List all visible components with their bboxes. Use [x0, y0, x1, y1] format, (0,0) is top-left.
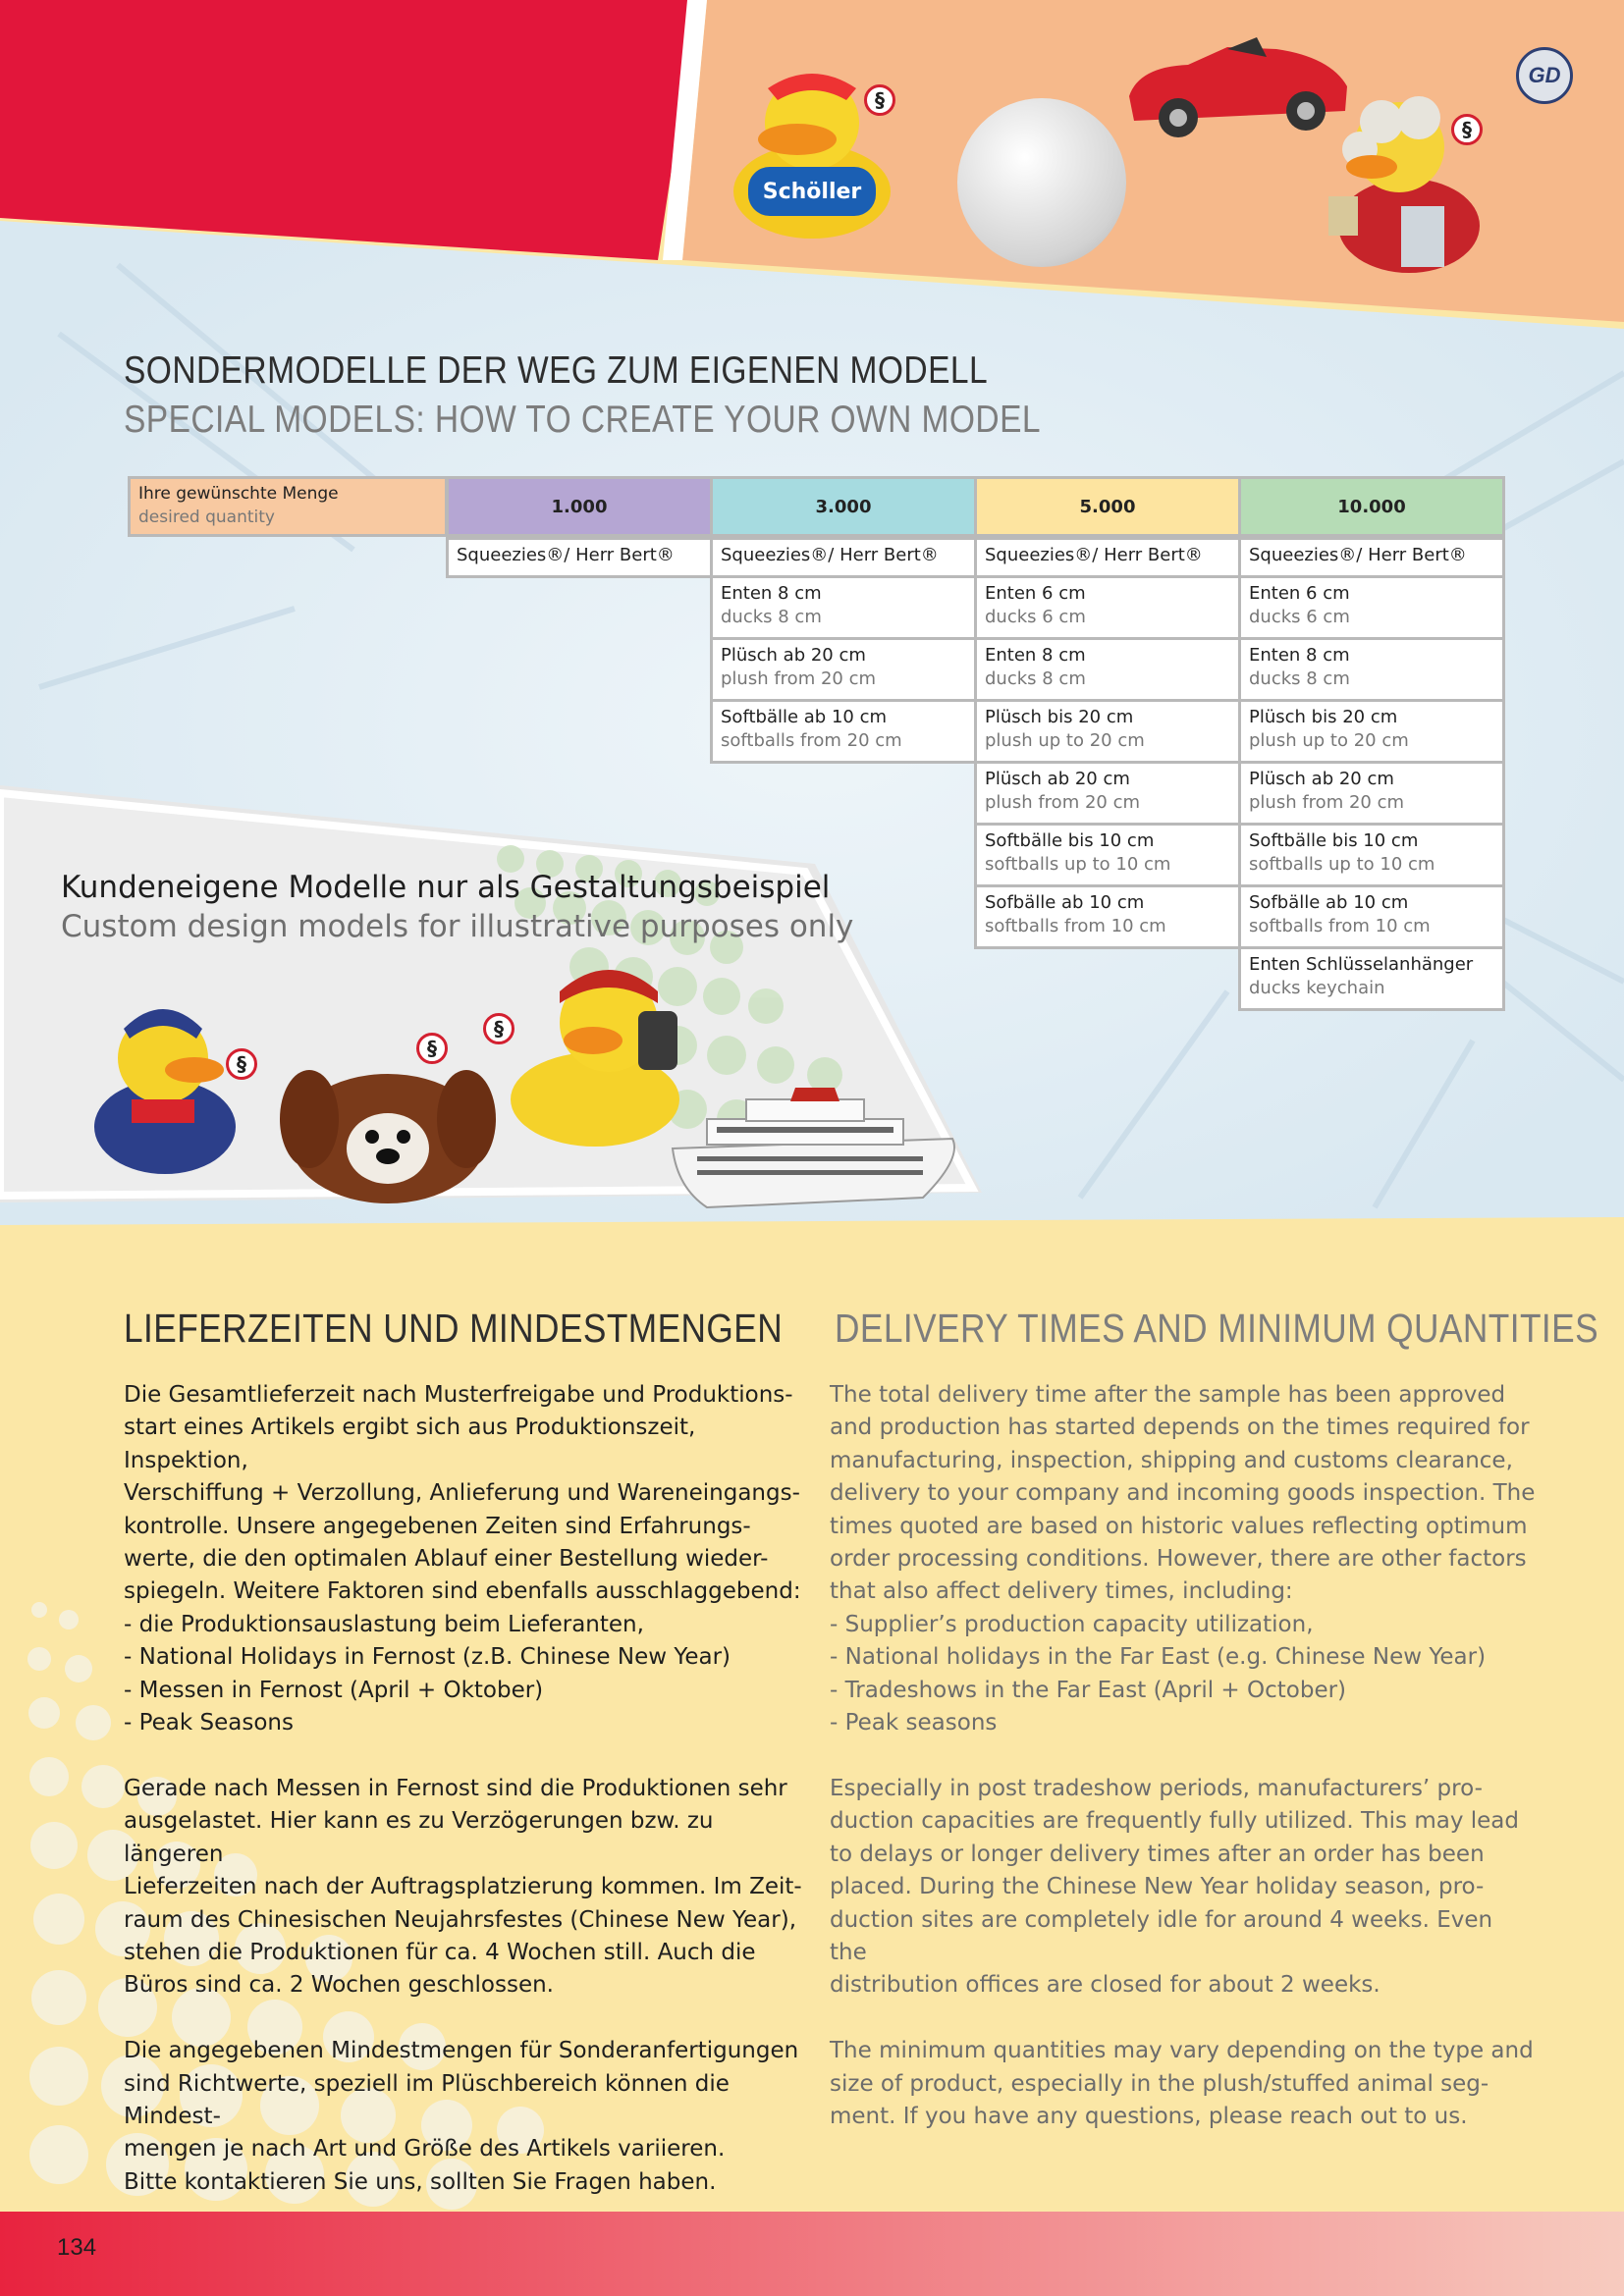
cell-text-de: Enten 6 cm — [1249, 583, 1350, 604]
cell-text-de: Squeezies®/ Herr Bert® — [457, 545, 675, 565]
quantity-header-5000: 5.000 — [974, 476, 1241, 537]
cell-text-en: ducks 6 cm — [1249, 607, 1350, 627]
quantity-header-10000: 10.000 — [1238, 476, 1505, 537]
product-image-sailor-duck — [86, 989, 244, 1176]
cell-text-en: ducks 8 cm — [721, 607, 822, 627]
table-cell — [974, 637, 1241, 702]
custom-models-caption-en: Custom design models for illustrative purposes only — [61, 909, 854, 944]
quantity-header-1000: 1.000 — [446, 476, 713, 537]
copyright-badge: § — [416, 1033, 448, 1064]
cell-text-en: ducks 6 cm — [985, 607, 1086, 627]
cell-text-de: Plüsch ab 20 cm — [985, 769, 1130, 789]
cell-text-de: Squeezies®/ Herr Bert® — [1249, 545, 1467, 565]
cell-text-de: Softbälle bis 10 cm — [1249, 830, 1419, 851]
cell-text-en: softballs from 20 cm — [721, 730, 902, 751]
table-cell — [1238, 823, 1505, 887]
cell-text-de: Enten 8 cm — [1249, 645, 1350, 666]
cell-text-de: Enten 6 cm — [985, 583, 1086, 604]
table-cell — [710, 575, 977, 640]
cell-text-de: Plüsch ab 20 cm — [721, 645, 866, 666]
table-cell — [1238, 637, 1505, 702]
cell-text-de: Enten 8 cm — [721, 583, 822, 604]
cell-text-de: Enten Schlüsselanhänger — [1249, 954, 1474, 975]
cell-text-de: Enten 8 cm — [985, 645, 1086, 666]
cell-text-en: plush up to 20 cm — [1249, 730, 1409, 751]
table-cell — [1238, 699, 1505, 764]
cell-text-en: ducks 8 cm — [1249, 668, 1350, 689]
cell-text-en: softballs up to 10 cm — [1249, 854, 1435, 875]
delivery-text-de: Die Gesamtlieferzeit nach Musterfreigabe und Produktions- start eines Artikels ergibt sich aus Produktionszeit, Inspektion, Verschiffung + Verzollung, Anlieferung und Wareneingangs- kontrolle. Unsere angegebenen Zeiten sind Erfahrungs- werte, die den optimalen Ablauf einer Bestellung wieder- spiegeln. Weitere Faktoren sind ebenfalls ausschlaggebend: - die Produktionsauslastung beim Lieferanten, - National Holidays in Fernost (z.B. Chinese New Year) - Messen in Fernost (April + Oktober) - Peak Seasons Gerade nach Messen in Fernost sind die Produktionen sehr ausgelastet. Hier kann es zu Verzögerungen bzw. zu längeren Lieferzeiten nach der Auftragsplatzierung kommen. Im Zeit- raum des Chinesischen Neujahrsfestes (Chinese New Year), stehen die Produktionen für ca. 4 Wochen still. Auch die Büros sind ca. 2 Wochen geschlossen. Die angegebenen Mindestmengen für Sonderanfertigungen sind Richtwerte, speziell im Plüschbereich können die Mindest- mengen je nach Art und Größe des Artikels variieren. Bitte kontaktieren Sie uns, sollten Sie Fragen haben. — [124, 1382, 802, 2195]
delivery-heading-de: LIEFERZEITEN UND MINDESTMENGEN — [124, 1306, 784, 1351]
copyright-badge: § — [226, 1048, 257, 1080]
table-cell — [974, 699, 1241, 764]
delivery-heading-en: DELIVERY TIMES AND MINIMUM QUANTITIES — [835, 1306, 1599, 1351]
table-label-cell — [128, 476, 448, 537]
table-cell — [1238, 884, 1505, 949]
product-image-red-car — [1119, 27, 1355, 145]
cell-text-de: Squeezies®/ Herr Bert® — [721, 545, 939, 565]
brand-logo — [1516, 47, 1573, 104]
table-cell — [974, 537, 1241, 578]
cell-text-en: plush up to 20 cm — [985, 730, 1145, 751]
cell-text-de: Softbälle ab 10 cm — [721, 707, 888, 727]
cell-text-en: softballs from 10 cm — [985, 916, 1166, 936]
cell-text-en: plush from 20 cm — [721, 668, 877, 689]
product-image-plush-dog — [280, 1060, 496, 1207]
cell-text-de: Sofbälle ab 10 cm — [985, 892, 1145, 913]
brand-logo-text: GD — [1528, 63, 1561, 87]
page-number: 134 — [57, 2234, 97, 2261]
table-cell — [974, 823, 1241, 887]
product-image-softball — [957, 98, 1126, 267]
copyright-badge: § — [483, 1013, 514, 1044]
table-cell — [1238, 946, 1505, 1011]
table-cell — [974, 884, 1241, 949]
cell-text-en: softballs from 10 cm — [1249, 916, 1431, 936]
product-image-cruise-ship — [668, 1080, 967, 1212]
cell-text-en: plush from 20 cm — [1249, 792, 1405, 813]
table-cell — [446, 537, 713, 578]
cell-text-en: ducks keychain — [1249, 978, 1385, 998]
table-cell — [710, 637, 977, 702]
cell-text-en: ducks 8 cm — [985, 668, 1086, 689]
cell-text-de: Plüsch bis 20 cm — [1249, 707, 1398, 727]
cell-text-de: Plüsch ab 20 cm — [1249, 769, 1394, 789]
cell-text-de: Plüsch bis 20 cm — [985, 707, 1134, 727]
cell-text-de: Softbälle bis 10 cm — [985, 830, 1155, 851]
table-cell — [710, 699, 977, 764]
quantity-header-3000: 3.000 — [710, 476, 977, 537]
cell-text-de: Sofbälle ab 10 cm — [1249, 892, 1409, 913]
table-cell — [710, 537, 977, 578]
cell-text-en: plush from 20 cm — [985, 792, 1141, 813]
cell-text-de: Squeezies®/ Herr Bert® — [985, 545, 1203, 565]
copyright-badge: § — [1451, 114, 1483, 145]
copyright-badge: § — [864, 84, 895, 116]
svg-text:Schöller: Schöller — [762, 180, 862, 204]
delivery-text-en: The total delivery time after the sample has been approved and production has started depends on the times required for manufacturing, inspection, shipping and customs clearance, delivery to your company and incoming goods inspection. The times quoted are based on historic values reflecting optimum order processing conditions. However, there are other factors that also affect delivery times, including: - Supplier’s production capacity utilization, - National holidays in the Far East (e.g. Chinese New Year) - Tradeshows in the Far East (April + October) - Peak seasons Especially in post tradeshow periods, manufacturers’ pro- duction capacities are frequently fully utilized. This may lead to delays or longer delivery times after an order has been placed. During the Chinese New Year holiday season, pro- duction sites are completely idle for around 4 weeks. Even the distribution offices are closed for about 2 weeks. The minimum quantities may vary depending on the type and size of product, especially in the plush/stuffed animal seg- ment. If you have any questions, please reach out to us. — [830, 1382, 1536, 2129]
table-cell — [1238, 761, 1505, 826]
table-cell — [1238, 537, 1505, 578]
table-cell — [974, 761, 1241, 826]
table-label-de: Ihre gewünschte Menge — [138, 484, 339, 504]
section-heading-en: SPECIAL MODELS: HOW TO CREATE YOUR OWN MODEL — [124, 399, 1041, 441]
section-heading-de: SONDERMODELLE DER WEG ZUM EIGENEN MODELL — [124, 349, 989, 392]
table-label-en: desired quantity — [138, 507, 275, 527]
table-cell — [1238, 575, 1505, 640]
cell-text-en: softballs up to 10 cm — [985, 854, 1171, 875]
custom-models-caption-de: Kundeneigene Modelle nur als Gestaltungsbeispiel — [61, 870, 831, 905]
table-cell — [974, 575, 1241, 640]
